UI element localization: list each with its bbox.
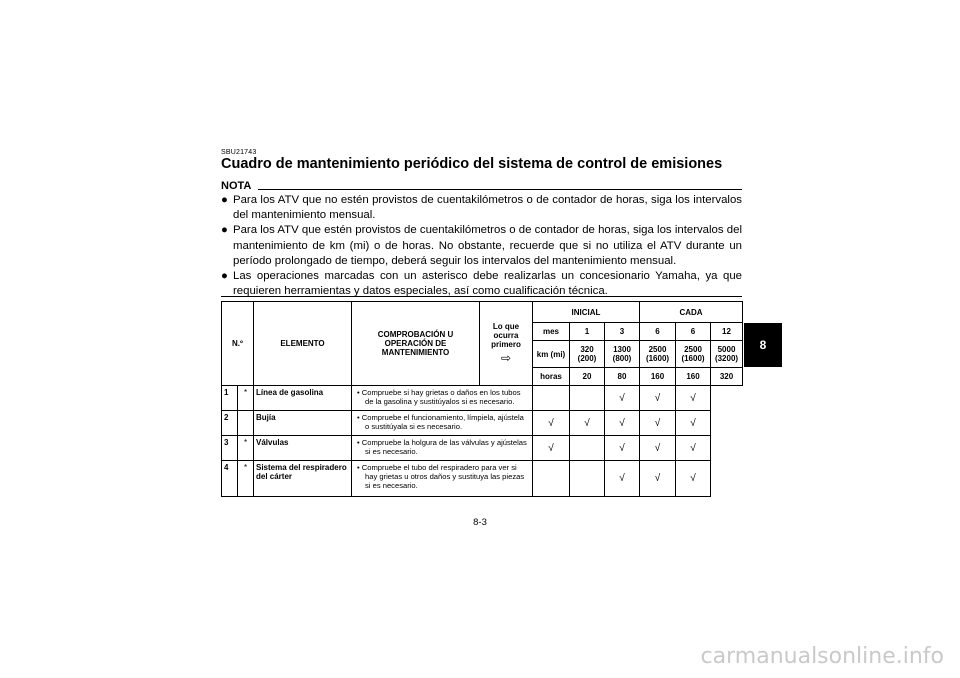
page-title: Cuadro de mantenimiento periódico del sistema de control de emisiones [221,156,723,172]
maintenance-table [221,301,743,497]
check-mark: √ [570,411,605,436]
header-first-label: Lo que ocurra primero [491,322,521,349]
check-mark: √ [676,461,711,497]
check-mark [570,436,605,461]
bullet-icon: ● [221,270,228,283]
check-mark: √ [605,386,640,411]
check-mark: √ [640,461,676,497]
interval-label: mes [533,323,570,341]
row-description: • Compruebe el funcionamiento, límpiela, ajústela o sustitúyala si es necesario. [352,411,533,436]
bullet-icon: ● [221,224,228,237]
bullet-icon: ● [221,194,228,206]
row-asterisk [238,411,254,436]
row-number: 3 [222,436,238,461]
interval-value: 320 [711,368,743,386]
interval-value: 5000 (3200) [711,341,743,368]
note-label: NOTA [221,180,252,192]
watermark: carmanualsonline.info [700,644,944,669]
table-row [222,436,743,461]
table-row [222,461,743,497]
check-mark [533,461,570,497]
interval-value: 6 [640,323,676,341]
arrow-right-icon: ⇨ [500,351,512,365]
note-text: Para los ATV que estén provistos de cuentakilómetros o de contador de horas, siga los intervalos del mantenimiento de km (mi) o de horas. No obstante, recuerde que si no utiliza el ATV durante un período prolongado de tiempo, deberá seguir los intervalos del mantenimiento mensual. [233,224,742,267]
check-mark: √ [605,461,640,497]
row-asterisk: * [238,461,254,497]
section-code: SBU21743 [221,149,257,156]
header-check: COMPROBACIÓN U OPERACIÓN DE MANTENIMIENTO [352,302,480,386]
header-first [480,302,533,386]
note-item [221,223,742,269]
row-number: 2 [222,411,238,436]
note-divider [258,189,742,190]
interval-value: 80 [605,368,640,386]
interval-label: km (mi) [533,341,570,368]
row-number: 1 [222,386,238,411]
header-no: N.º [222,302,254,386]
interval-value: 6 [676,323,711,341]
row-element: Bujía [254,411,352,436]
check-mark [533,386,570,411]
header-initial: INICIAL [533,302,640,323]
interval-value: 2500 (1600) [676,341,711,368]
check-mark: √ [533,411,570,436]
check-mark: √ [605,411,640,436]
check-mark [570,386,605,411]
row-asterisk: * [238,386,254,411]
check-mark: √ [676,436,711,461]
interval-value: 20 [570,368,605,386]
row-element: Línea de gasolina [254,386,352,411]
note-header [221,180,742,194]
row-description: • Compruebe el tubo del respiradero para ver si hay grietas u otros daños y sustituya las piezas si es necesario. [352,461,533,497]
note-item [221,193,742,223]
check-mark: √ [640,411,676,436]
header-every: CADA [640,302,743,323]
interval-value: 3 [605,323,640,341]
row-element: Sistema del respiradero del cárter [254,461,352,497]
interval-value: 1 [570,323,605,341]
check-mark: √ [605,436,640,461]
interval-value: 2500 (1600) [640,341,676,368]
note-list [221,193,742,299]
check-mark: √ [640,386,676,411]
table-row [222,411,743,436]
note-item [221,269,742,299]
check-mark [570,461,605,497]
row-asterisk: * [238,436,254,461]
row-number: 4 [222,461,238,497]
interval-value: 320 (200) [570,341,605,368]
table-row [222,386,743,411]
check-mark: √ [676,386,711,411]
page-number: 8-3 [473,517,487,528]
section-divider [221,296,742,297]
header-element: ELEMENTO [254,302,352,386]
interval-value: 160 [676,368,711,386]
check-mark: √ [533,436,570,461]
interval-label: horas [533,368,570,386]
row-description: • Compruebe si hay grietas o daños en los tubos de la gasolina y sustitúyalos si es necesario. [352,386,533,411]
row-element: Válvulas [254,436,352,461]
note-text: Para los ATV que no estén provistos de cuentakilómetros o de contador de horas, siga los intervalos del mantenimiento mensual. [233,194,742,222]
check-mark: √ [640,436,676,461]
check-mark: √ [676,411,711,436]
row-description: • Compruebe la holgura de las válvulas y ajústelas si es necesario. [352,436,533,461]
chapter-tab: 8 [744,323,782,367]
interval-value: 12 [711,323,743,341]
interval-value: 1300 (800) [605,341,640,368]
note-text: Las operaciones marcadas con un asterisco debe realizarlas un concesionario Yamaha, ya que requieren herramientas y datos especiales, así como cualificación técnica. [233,270,742,298]
interval-value: 160 [640,368,676,386]
